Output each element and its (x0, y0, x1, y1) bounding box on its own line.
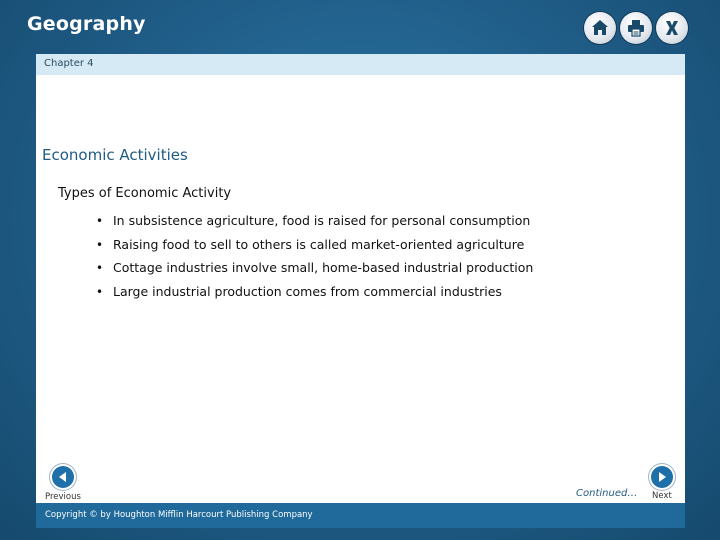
previous-button[interactable] (52, 466, 74, 488)
bullet-glyph: • (96, 237, 104, 252)
bullet-list (94, 212, 533, 306)
list-item (94, 236, 533, 260)
subtitle: Types of Economic Activity (58, 186, 232, 201)
bullet-text: In subsistence agriculture, food is raised for personal consumption (113, 213, 531, 228)
footer-bar (36, 503, 685, 528)
list-item (94, 259, 533, 283)
print-button[interactable] (620, 12, 652, 44)
bullet-glyph: • (96, 214, 104, 228)
previous-label[interactable]: Previous (45, 492, 81, 502)
continued-label: Continued… (576, 488, 638, 499)
section-title: Economic Activities (42, 146, 188, 164)
bullet-glyph: • (96, 284, 104, 299)
home-button[interactable] (584, 12, 616, 44)
bullet-text: Raising food to sell to others is called market-oriented agriculture (113, 236, 525, 252)
next-button[interactable] (651, 466, 673, 488)
close-button[interactable] (656, 12, 688, 44)
bullet-text: Large industrial production comes from commercial industries (113, 283, 502, 299)
close-icon (662, 18, 682, 38)
bullet-text: Cottage industries involve small, home-based industrial production (113, 260, 534, 275)
slide-content (36, 75, 685, 503)
next-label[interactable]: Next (652, 491, 672, 501)
printer-icon (626, 18, 646, 38)
list-item (94, 283, 533, 307)
copyright-text: Copyright © by Houghton Mifflin Harcourt Publishing Company (45, 510, 313, 520)
bullet-glyph: • (96, 261, 104, 275)
list-item (94, 212, 533, 236)
home-icon (590, 18, 610, 38)
chapter-label: Chapter 4 (44, 58, 94, 69)
arrow-right-icon (656, 471, 668, 483)
arrow-left-icon (57, 471, 69, 483)
chapter-bar (36, 54, 685, 75)
app-title: Geography (27, 13, 146, 35)
